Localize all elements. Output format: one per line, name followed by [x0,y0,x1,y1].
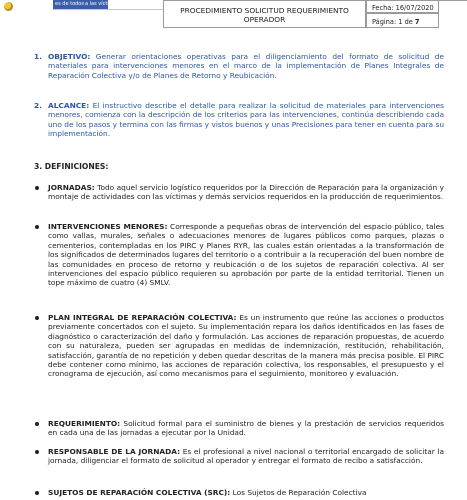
bullet-point [35,186,39,190]
section-2-title: ALCANCE: [48,101,90,110]
definition-term: SUJETOS DE REPARACIÓN COLECTIVA (SRC): [48,488,231,497]
definition-jornadas [48,183,444,202]
brand-banner [53,0,120,9]
section-2-number: 2. [34,101,42,110]
definition-text: Solicitud formal para el suministro de bienes y la prestación de servicios requeridos en cada una de las jornadas a ejecutar por la Unidad. [48,419,444,438]
document-date: Fecha: 16/07/2020 [366,0,439,13]
section-1-objetivo [48,52,444,80]
brand-right-text: a las víctimas [85,1,120,7]
section-1-title: OBJETIVO: [48,52,91,61]
definition-term: INTERVENCIONES MENORES: [48,222,168,231]
header-divider [53,9,163,10]
bullet-point [35,450,39,454]
document-title: PROCEDIMIENTO SOLICITUD REQUERIMIENTO OPERADOR [163,0,366,28]
document-header [0,0,467,30]
definition-text: Corresponde a pequeñas obras de intervención del espacio público, tales como vallas, murales, señales o adecuaciones menores de lugares públicos como parques, plazas o cementerios, contempladas en los PIRC y Planes RYR, las cuales están orientadas a la transformación de los significados de determinados lugares del territorio o a contribuir a la recuperación del buen nombre de las comunidades en proceso de retorno y reubicación o de los sujetos de reparación colectiva. Al ser intervenciones del espacio público requieren su aprobación por parte de la entidad territorial. Tienen un tope máximo de cuatro (4) SMLV. [48,222,444,288]
definition-term: RESPONSABLE DE LA JORNADA: [48,447,181,456]
definition-term: REQUERIMIENTO: [48,419,121,428]
definition-text: Todo aquel servicio logístico requeridos por la Dirección de Reparación para la organización y montaje de actividades con las víctimas y demás servicios requeridos en la producción de requerimientos. [48,183,444,202]
government-seal-logo [0,0,40,26]
section-1-text: Generar orientaciones operativas para el diligenciamiento del formato de solicitud de materiales para intervenciones menores en el marco de la implementación de Planes Integrales de Reparación Colectiva y/o de Planes de Retorno y Reubicación. [48,52,444,80]
definition-intervenciones-menores [48,222,444,288]
definition-sujetos-reparacion [48,488,444,497]
definition-responsable-jornada [48,447,444,466]
section-2-text: El instructivo describe el detalle para realizar la solicitud de materiales para intervenciones menores, comienza con la descripción de los criterios para las intervenciones, continúa describiendo cada uno de los pasos y termina con las firmas y vistos buenos y unas Precisiones para tener en cuenta para su implementación. [48,101,444,139]
section-2-alcance [48,101,444,139]
definition-requerimiento [48,419,444,438]
bullet-point [35,422,39,426]
header-divider-right [439,0,467,1]
section-3-heading: 3. DEFINICIONES: [34,162,109,171]
bullet-point [35,225,39,229]
definition-term: JORNADAS: [48,183,95,192]
brand-left-text: es de todos [55,1,84,7]
page-number [366,13,439,28]
section-1-number: 1. [34,52,42,61]
bullet-point [35,316,39,320]
definition-text: Es el profesional a nivel nacional o territorial encargado de solicitar la jornada, diligenciar el formato de solicitud al operador y entregar el formato de recibo a satisfacción. [48,447,444,466]
bullet-point [35,491,39,495]
page-number-prefix: Página: 1 de [372,18,415,26]
page-total: 7 [414,18,420,26]
definition-term: PLAN INTEGRAL DE REPARACIÓN COLECTIVA: [48,313,237,322]
definition-plan-integral [48,313,444,379]
definition-text: Los Sujetos de Reparación Colectiva [232,488,367,497]
definition-text: Es un instrumento que reúne las acciones o productos previamente concertados con el sujeto. Su implementación repara los daños identificados en las fases de diagnóstico o caracterización del daño y formulación. Las acciones de reparación propuestas, de acuerdo con su naturaleza, pueden ser agrupadas en medidas de indemnización, restitución, rehabilitación, satisfacción, garantía de no repetición y deben quedar descritas de la manera más precisa posible. El PIRC debe contener como mínimo, las acciones de reparación colectiva, los responsables, el presupuesto y el cronograma de ejecución, así como mecanismos para el seguimiento, monitoreo y evaluación. [48,313,444,379]
